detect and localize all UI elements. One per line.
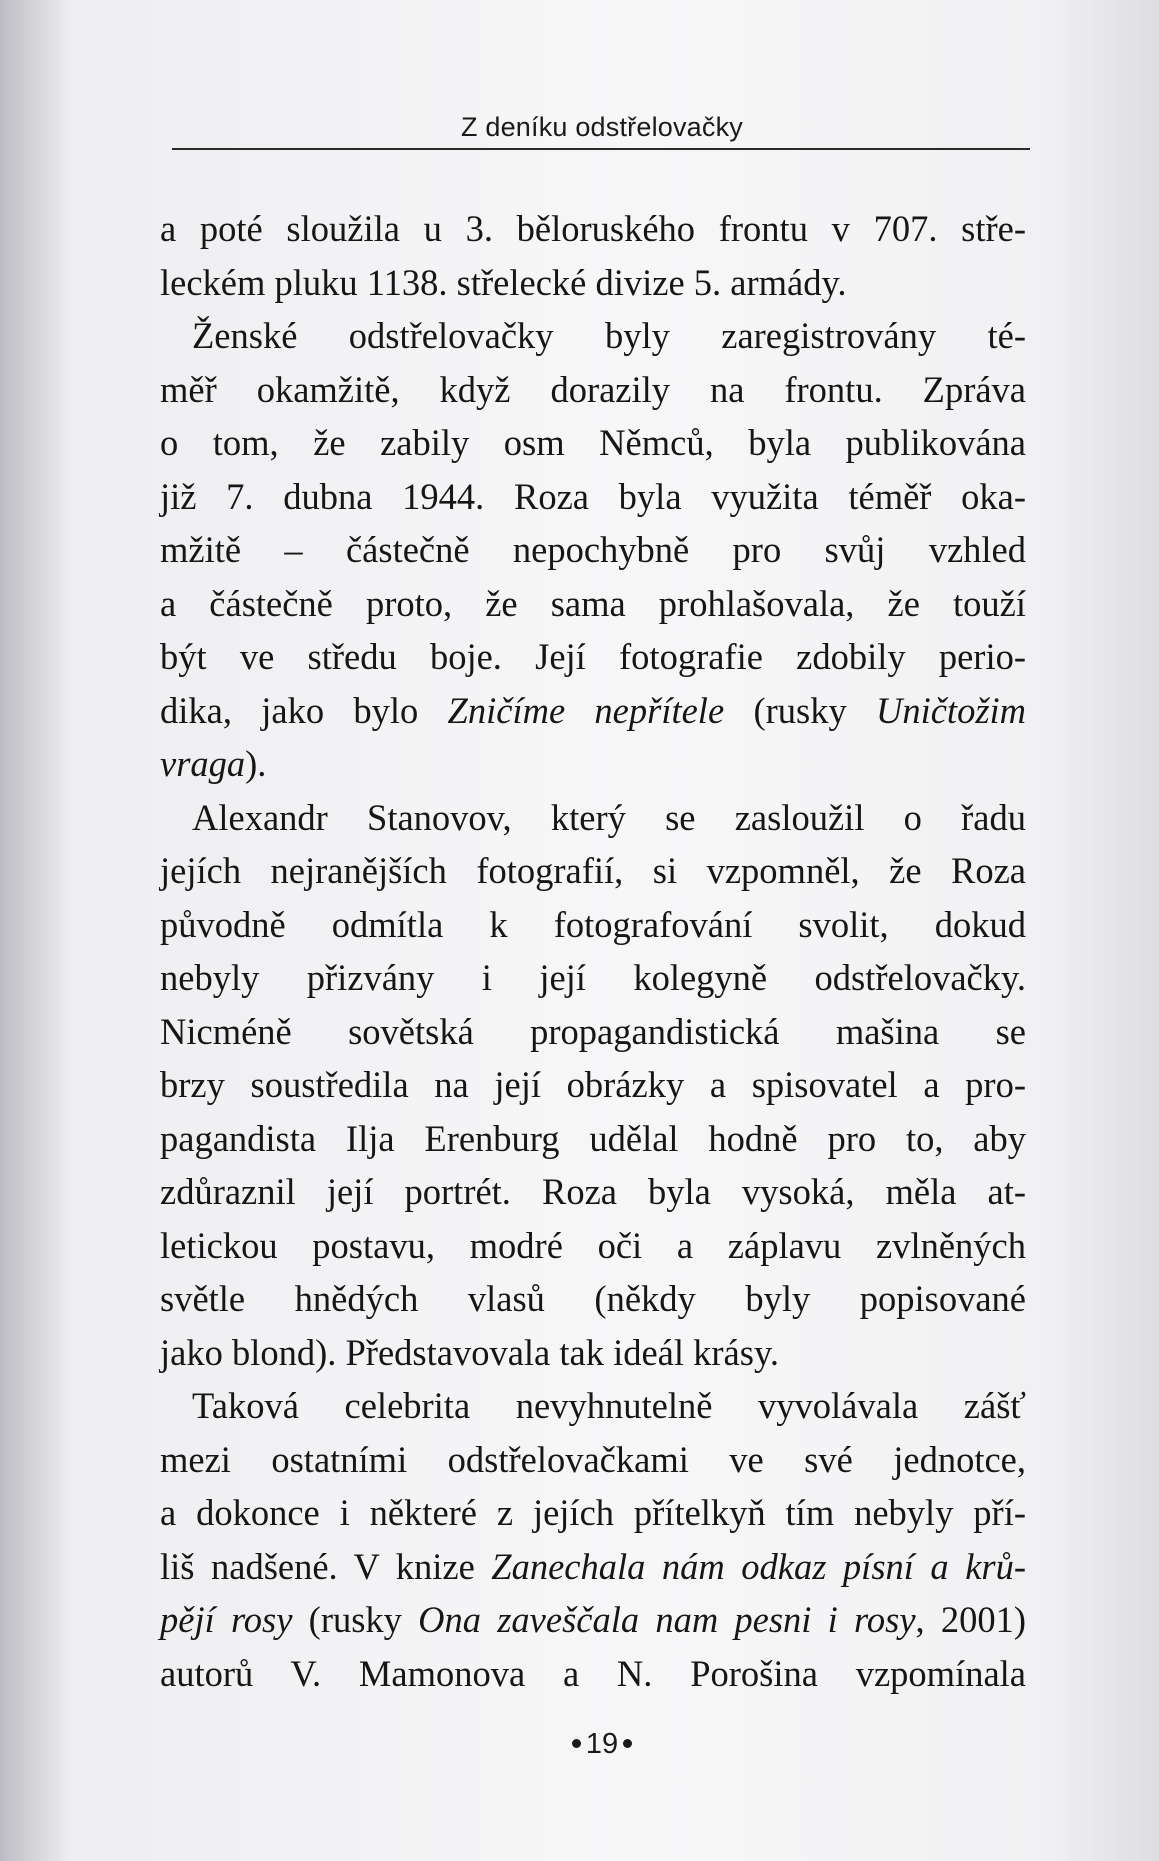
text-line-20: letickou postavu, modré oči a záplavu zvlněných [160, 1224, 1026, 1266]
text-line-26 [160, 1540, 1026, 1594]
text-line-15: nebyly přizvány i její kolegyně odstřelovačky. [160, 957, 1026, 998]
text-line-25: a dokonce i některé z jejích přítelkyň tím nebyly pří- [160, 1492, 1026, 1533]
text-line-12: Alexandr Stanovov, který se zasloužil o řadu [192, 796, 1026, 838]
italic-title: vraga [160, 743, 246, 784]
text-line-27 [160, 1593, 1026, 1647]
bullet-dot [623, 1739, 632, 1748]
text-line-23: Taková celebrita nevyhnutelně vyvolávala zášť [192, 1385, 1026, 1426]
bullet-dot [572, 1739, 581, 1748]
text-line-11 [160, 737, 1026, 791]
text-segment: ). [245, 743, 267, 784]
text-line-28: autorů V. Mamonova a N. Porošina vzpomínala [160, 1652, 1026, 1694]
text-line-17: brzy soustředila na její obrázky a spisovatel a pro- [160, 1064, 1026, 1105]
text-line-5: o tom, že zabily osm Němců, byla publikována [160, 422, 1026, 463]
running-head: Z deníku odstřelovačky [460, 112, 744, 142]
text-line-10 [160, 684, 1026, 738]
italic-title: Zničíme nepřítele [447, 689, 725, 731]
text-line-9: být ve středu boje. Její fotografie zdobily perio- [160, 636, 1026, 677]
text-line-16: Nicméně sovětská propagandistická mašina se [160, 1010, 1026, 1052]
text-segment: , 2001) [915, 1599, 1027, 1640]
page-number [172, 1728, 1032, 1761]
text-line-4: měř okamžitě, když dorazily na frontu. Zpráva [160, 368, 1026, 410]
text-line-8: a částečně proto, že sama prohlašovala, že touží [160, 582, 1026, 624]
text-segment: dika, jako bylo [160, 689, 419, 731]
page-number-value: 19 [585, 1728, 619, 1760]
italic-title: Zanechala nám odkaz písní a krů- [491, 1545, 1026, 1587]
text-line-7: mžitě – částečně nepochybně pro svůj vzhled [160, 529, 1026, 570]
italic-title: Ona zaveščala nam pesni i rosy [418, 1599, 916, 1640]
italic-title: pějí rosy [160, 1599, 293, 1640]
text-line-18: pagandista Ilja Erenburg udělal hodně pro to, aby [160, 1117, 1026, 1159]
text-segment: (rusky [753, 689, 847, 731]
text-line-14: původně odmítla k fotografování svolit, dokud [160, 903, 1026, 945]
text-line-19: zdůraznil její portrét. Roza byla vysoká, měla at- [160, 1171, 1026, 1212]
text-line-2: leckém pluku 1138. střelecké divize 5. armády. [160, 261, 847, 303]
italic-title: Uničtožim [875, 689, 1027, 731]
text-line-13: jejích nejranějších fotografií, si vzpomněl, že Roza [160, 850, 1026, 891]
text-line-22: jako blond). Představovala tak ideál krásy. [160, 1331, 779, 1373]
text-line-6: již 7. dubna 1944. Roza byla využita téměř oka- [160, 475, 1026, 517]
text-line-3: Ženské odstřelovačky byly zaregistrovány té- [192, 315, 1026, 356]
text-line-21: světle hnědých vlasů (někdy byly popisované [160, 1278, 1026, 1319]
text-line-24: mezi ostatními odstřelovačkami ve své jednotce, [160, 1438, 1026, 1480]
header-rule [172, 148, 1030, 150]
text-line-1: a poté sloužila u 3. běloruského frontu v 707. stře- [160, 208, 1026, 249]
text-segment: (rusky [308, 1599, 402, 1640]
body-text [160, 202, 1026, 1700]
text-segment: liš nadšené. V knize [160, 1545, 475, 1587]
